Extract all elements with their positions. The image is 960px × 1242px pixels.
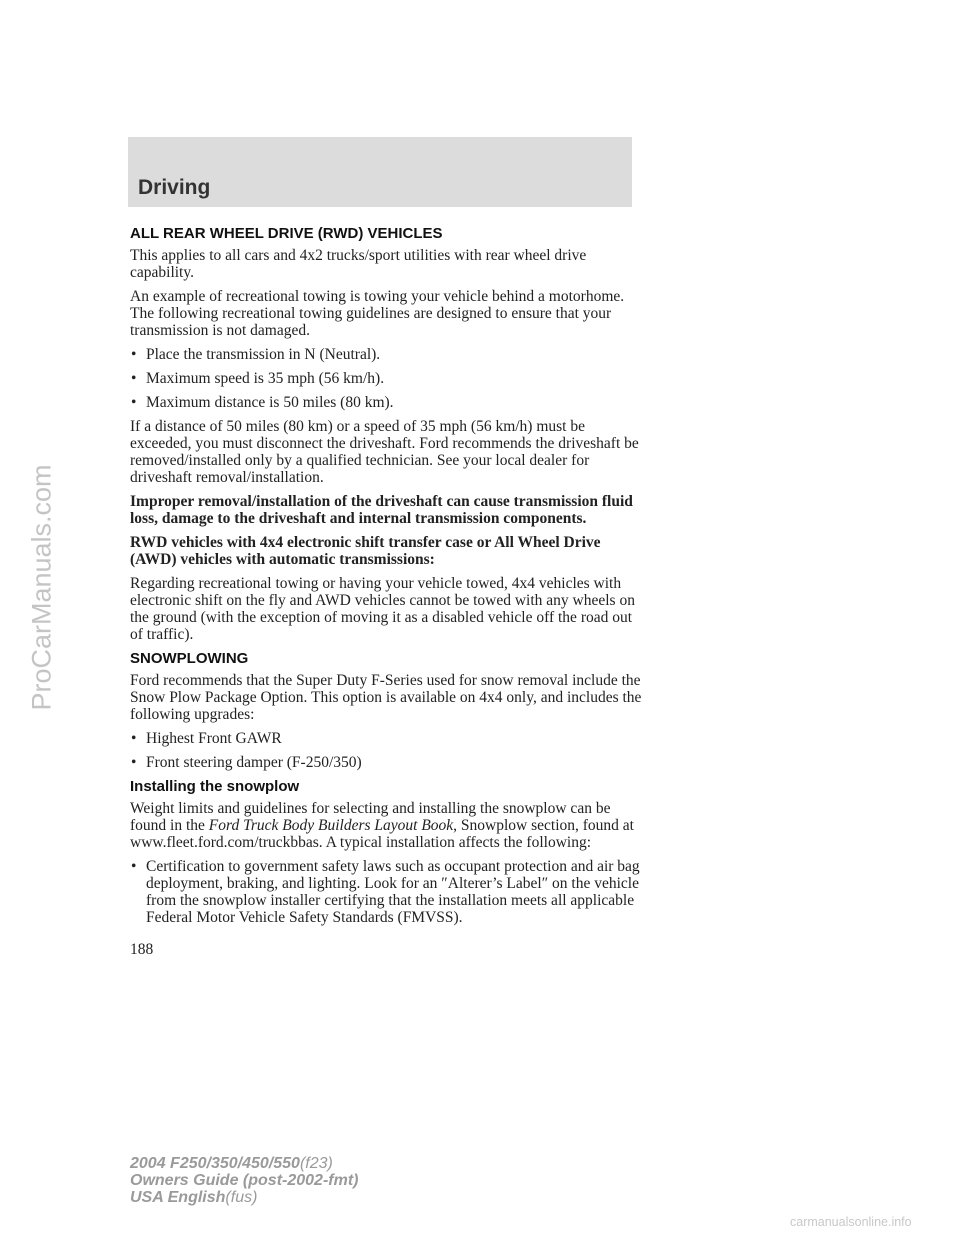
rwd-paragraph-1: This applies to all cars and 4x2 trucks/sport utilities with rear wheel drive capability.	[130, 247, 587, 281]
list-item-text: Highest Front GAWR	[146, 730, 282, 747]
footer-language: USA English	[130, 1189, 226, 1206]
rwd-subheading: RWD vehicles with 4x4 electronic shift transfer case or All Wheel Drive (AWD) vehicles with automatic transmissions:	[130, 534, 601, 568]
footer-line-2: Owners Guide (post-2002-fmt)	[130, 1172, 359, 1189]
installing-paragraph-1	[130, 800, 642, 851]
snowplow-upgrades-list	[130, 730, 642, 771]
list-item-text: Maximum distance is 50 miles (80 km).	[146, 394, 394, 411]
bullet-icon: •	[131, 394, 137, 411]
side-watermark: ProCarManuals.com	[26, 464, 57, 711]
rwd-paragraph-2: An example of recreational towing is towing your vehicle behind a motorhome. The following recreational towing guidelines are designed to ensure that your transmission is not damaged.	[130, 288, 625, 339]
bottom-watermark: carmanualsonline.info	[790, 1215, 912, 1229]
footer-model: 2004 F250/350/450/550	[130, 1155, 300, 1172]
bullet-icon: •	[131, 858, 137, 875]
installing-heading: Installing the snowplow	[130, 778, 300, 795]
list-item-text: Certification to government safety laws such as occupant protection and air bag deployment, braking, and lighting. Look for an ″Alterer’s Label″ on the vehicle from the snowplow installer certifying that the installation meets all applicable Federal Motor Vehicle Safety Standards (FMVSS).	[146, 858, 640, 926]
rwd-paragraph-3: If a distance of 50 miles (80 km) or a speed of 35 mph (56 km/h) must be exceeded, you must disconnect the driveshaft. Ford recommends the driveshaft be removed/installed only by a qualified technician. See your local dealer for driveshaft removal/installation.	[130, 418, 639, 486]
list-item-text: Place the transmission in N (Neutral).	[146, 346, 381, 363]
footer-language-code: (fus)	[225, 1189, 258, 1206]
installing-text-start: Weight limits and guidelines for selecting and installing the snowplow can be found in the	[130, 800, 611, 834]
snowplowing-heading: SNOWPLOWING	[130, 650, 249, 667]
list-item	[130, 858, 642, 926]
footer-line-3	[130, 1189, 358, 1206]
footer-line-1	[130, 1155, 358, 1172]
rwd-warning: Improper removal/installation of the driveshaft can cause transmission fluid loss, damage to the driveshaft and internal transmission components.	[130, 493, 633, 527]
installing-text-end: , Snowplow section, found at www.fleet.ford.com/truckbbas. A typical installation affects the following:	[130, 817, 634, 851]
list-item	[130, 346, 642, 363]
list-item	[130, 754, 642, 771]
towing-guidelines-list	[130, 346, 642, 411]
footer-model-code: (f23)	[299, 1155, 333, 1172]
section-title: Driving	[138, 176, 211, 199]
page-number: 188	[130, 941, 154, 958]
rwd-paragraph-4: Regarding recreational towing or having your vehicle towed, 4x4 vehicles with electronic shift on the fly and AWD vehicles cannot be towed with any wheels on the ground (with the exception of moving it as a disabled vehicle off the road out of traffic).	[130, 575, 635, 643]
bullet-icon: •	[131, 370, 137, 387]
list-item	[130, 370, 642, 387]
snowplowing-paragraph-1: Ford recommends that the Super Duty F-Series used for snow removal include the Snow Plow Package Option. This option is available on 4x4 only, and includes the following upgrades:	[130, 672, 642, 723]
bullet-icon: •	[131, 346, 137, 363]
document-footer	[130, 1155, 358, 1206]
bullet-icon: •	[131, 730, 137, 747]
installation-effects-list	[130, 858, 642, 926]
list-item	[130, 730, 642, 747]
section-header-band	[128, 137, 632, 207]
bullet-icon: •	[131, 754, 137, 771]
list-item	[130, 394, 642, 411]
page-content	[130, 220, 642, 933]
list-item-text: Front steering damper (F-250/350)	[146, 754, 362, 771]
list-item-text: Maximum speed is 35 mph (56 km/h).	[146, 370, 385, 387]
rwd-heading: ALL REAR WHEEL DRIVE (RWD) VEHICLES	[130, 225, 443, 242]
layout-book-title: Ford Truck Body Builders Layout Book	[208, 817, 454, 834]
